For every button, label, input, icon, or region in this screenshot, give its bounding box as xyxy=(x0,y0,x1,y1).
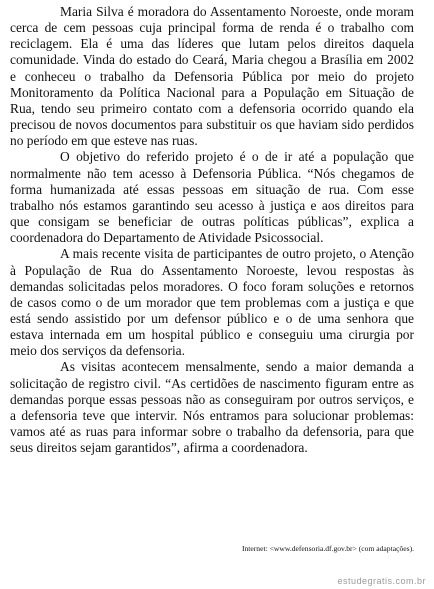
site-watermark: estudegratis.com.br xyxy=(337,576,426,586)
source-citation: Internet: <www.defensoria.df.gov.br> (com adaptações). xyxy=(241,544,414,553)
paragraph-1: Maria Silva é moradora do Assentamento Noroeste, onde moram cerca de cem pessoas cuja principal forma de renda é o trabalho com reciclagem. Ela é uma das líderes que lutam pelos direitos daquela comunidade. Vinda do estado do Ceará, Maria chegou a Brasília em 2002 e conheceu o trabalho da Defensoria Pública por meio do projeto Monitoramento da Política Nacional para a População em Situação de Rua, tendo seu primeiro contato com a defensoria ocorrido quando ela precisou de novos documentos para substituir os que haviam sido perdidos no período em que esteve nas ruas. xyxy=(10,4,414,149)
paragraph-4: As visitas acontecem mensalmente, sendo a maior demanda a solicitação de registro civil. “As certidões de nascimento figuram entre as demandas porque essas pessoas não as conseguiram por outros serviços, e a defensoria teve que intervir. Nós entramos para solucionar problemas: vamos até as ruas para informar sobre o trabalho da defensoria, para que seus direitos sejam garantidos”, afirma a coordenadora. xyxy=(10,359,414,456)
paragraph-3: A mais recente visita de participantes de outro projeto, o Atenção à População de Rua do Assentamento Noroeste, levou respostas às demandas solicitadas pelos moradores. O foco foram soluções e retornos de casos como o de um morador que tem problemas com a justiça e que está sendo assistido por um defensor público e o de uma senhora que estava internada em um hospital público e conseguiu uma cirurgia por meio dos serviços da defensoria. xyxy=(10,246,414,359)
paragraph-2: O objetivo do referido projeto é o de ir até a população que normalmente não tem acesso à Defensoria Pública. “Nós chegamos de forma humanizada até essas pessoas em situação de rua. Com esse trabalho nós estamos garantindo seu acesso à justiça e aos direitos para que consigam se beneficiar de outras políticas públicas”, explica a coordenadora do Departamento de Atividade Psicossocial. xyxy=(10,149,414,246)
article-body xyxy=(10,4,414,456)
